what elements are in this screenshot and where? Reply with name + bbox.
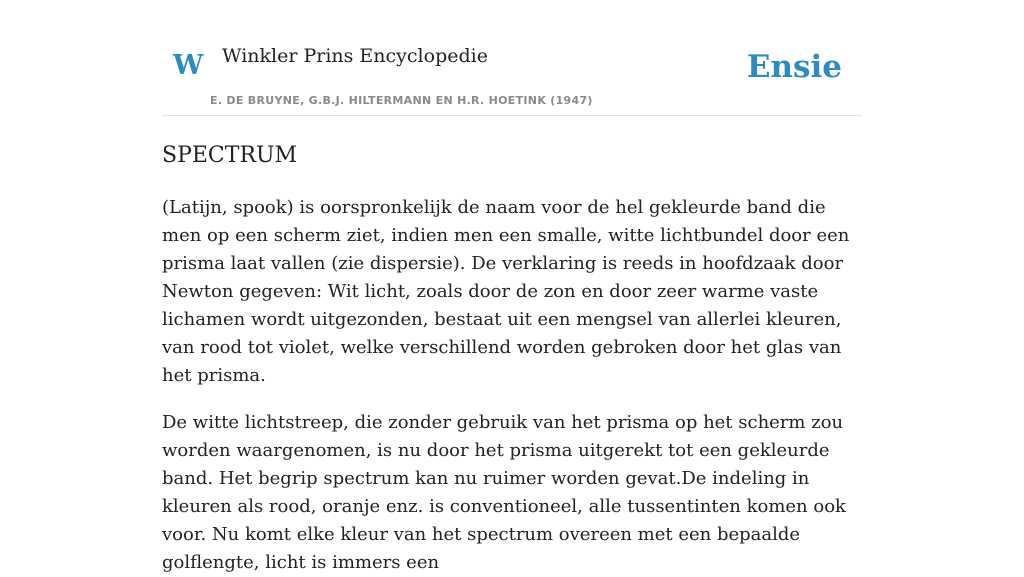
publication-logo[interactable]: W xyxy=(173,50,204,81)
book-title[interactable]: Winkler Prins Encyclopedie xyxy=(222,45,488,67)
header xyxy=(162,0,862,116)
entry-paragraph-2: De witte lichtstreep, die zonder gebruik van het prisma op het scherm zou worden waargenomen, is nu door het prisma uitgerekt tot een gekleurde band. Het begrip spectrum kan nu ruimer worden gevat.De indeling in kleuren als rood, oranje enz. is conventioneel, alle tussentinten komen ook voor. Nu komt elke kleur van het spectrum overeen met een bepaalde golflengte, licht is immers een xyxy=(162,412,846,574)
page xyxy=(162,0,862,577)
book-authors: E. DE BRUYNE, G.B.J. HILTERMANN EN H.R. HOETINK (1947) xyxy=(210,94,593,107)
ensie-logo[interactable]: Ensie xyxy=(746,49,842,85)
entry-paragraph-1: (Latijn, spook) is oorspronkelijk de naam voor de hel gekleurde band die men op een scherm ziet, indien men een smalle, witte lichtbundel door een prisma laat vallen (zie dispersie). De verklaring is reeds in hoofdzaak door Newton gegeven: Wit licht, zoals door de zon en door zeer warme vaste lichamen wordt uitgezonden, bestaat uit een mengsel van allerlei kleuren, van rood tot violet, welke verschillend worden gebroken door het glas van het prisma. xyxy=(162,197,850,387)
entry-title: SPECTRUM xyxy=(162,143,298,168)
